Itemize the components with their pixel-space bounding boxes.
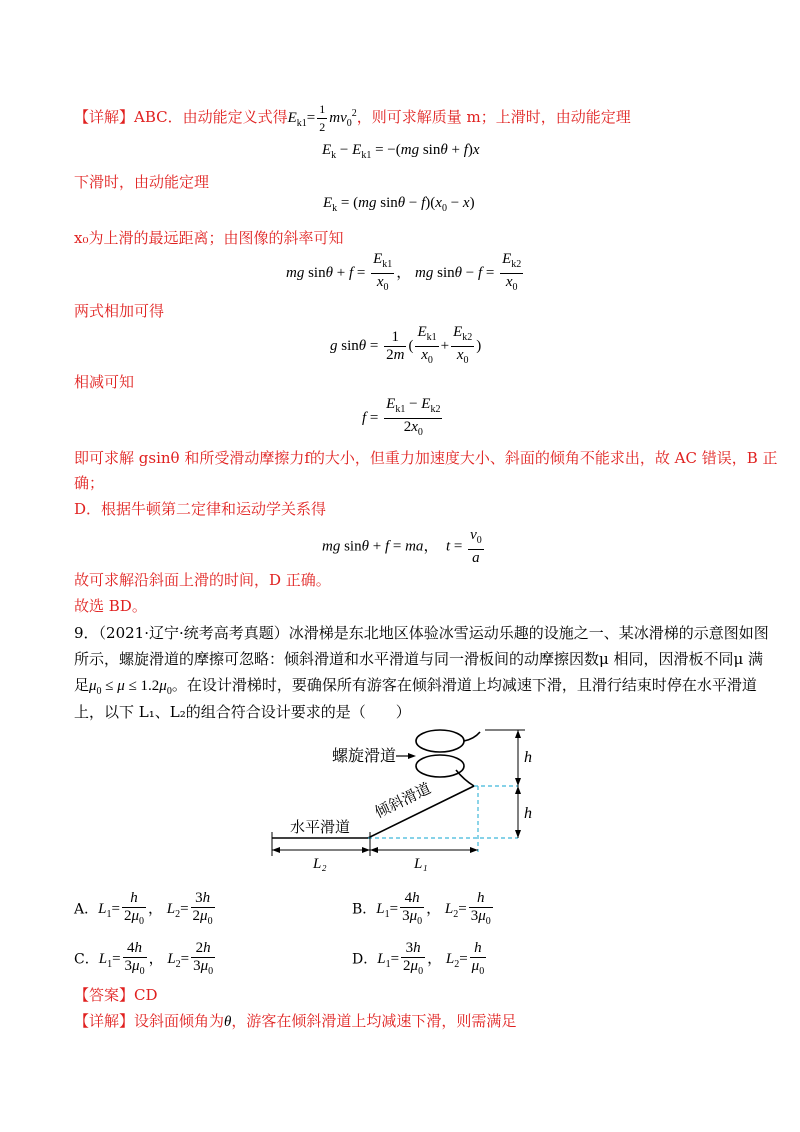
conclusion-line1: 即可求解 gsinθ 和所受滑动摩擦力f的大小，但重力加速度大小、斜面的倾角不能求出，故 AC 错误，B 正 <box>74 449 778 467</box>
equation-slopes: mg sinθ + f = $\frac{E_{k1}}{x_0}$ ， mg sinθ − f = $\frac{E_{k2}}{x_0}$ <box>286 251 522 293</box>
equation-sum: g sinθ = $\frac{1}{2m}$ ( $\frac{E_{k1}}{x_0}$ + $\frac{E_{k2}}{x_0}$ ) <box>330 324 482 366</box>
option-a-formula: $L_1=$ $\frac{h}{2\mu_0}$ ， $L_2=$ $\frac{3h}{2\mu_0}$ <box>98 890 213 927</box>
q9-line1: 9．（2021·辽宁·统考高考真题）冰滑梯是东北地区体验冰雪运动乐趣的设施之一、某冰滑梯的示意图如图 <box>74 624 769 642</box>
option-b-label: B． <box>352 901 377 918</box>
equation-downhill: $E_k = (mg$ $\sin\theta - f)(x_0 - x)$ <box>323 195 475 214</box>
L1-label: L₁ <box>414 856 428 872</box>
incline-label: 倾斜滑道 <box>371 779 434 822</box>
spiral-label: 螺旋滑道 <box>332 746 397 765</box>
option-c-label: C． <box>74 951 99 968</box>
option-b-formula: $L_1=$ $\frac{4h}{3\mu_0}$ ， $L_2=$ $\frac{h}{3\mu_0}$ <box>376 890 491 927</box>
equation-friction: f = $\frac{E_{k1} - E_{k2}}{2x_0}$ <box>362 396 441 438</box>
option-c-formula: $L_1=$ $\frac{4h}{3\mu_0}$ ， $L_2=$ $\frac{2h}{3\mu_0}$ <box>98 940 214 977</box>
spiral-coil-top <box>416 730 464 752</box>
sub-label: 相减可知 <box>74 373 135 391</box>
mu-range: $\mu_0 \le \mu \le 1.2\mu_0$ <box>89 678 172 697</box>
detail-abc-prefix: 【详解】ABC．由动能定义式得 <box>74 107 288 126</box>
h-top-label: h <box>524 749 532 766</box>
detail-abc-suffix: ，则可求解质量 m；上滑时，由动能定理 <box>356 107 631 126</box>
detail-last-line <box>74 1009 516 1034</box>
ek1-definition: $E_{k1}=$ $\frac{1}{2}$ $mv_0^2$ <box>287 102 357 134</box>
q9-line4: 上，以下 L₁、L₂的组合符合设计要求的是（ ） <box>74 703 411 721</box>
choose-line: 故选 BD。 <box>74 597 147 615</box>
option-d-label: D． <box>352 951 378 968</box>
equation-uphill: $E_k - E_{k1} = -(mg$ sinθ + f)x <box>322 142 480 161</box>
h-arrow-4 <box>515 830 521 838</box>
equation-newton: mg sinθ + f = ma， t = $\frac{v_0}{a}$ <box>322 527 482 566</box>
q9-line2: 所示，螺旋滑道的摩擦可忽略：倾斜滑道和水平滑道与同一滑板间的动摩擦因数μ 相同，因滑板不同μ 满 <box>74 650 764 668</box>
l-arrow-1 <box>272 847 280 853</box>
spiral-pointer-head <box>408 753 416 759</box>
L2-label: L₂ <box>313 856 327 872</box>
detail-abc-line <box>74 101 631 136</box>
horizontal-label: 水平滑道 <box>290 818 351 836</box>
spiral-coil-bottom <box>416 755 464 777</box>
l-arrow-2 <box>362 847 370 853</box>
h-bottom-label: h <box>524 805 532 822</box>
h-arrow-2 <box>515 778 521 786</box>
conclusion-line2: 确； <box>74 474 105 492</box>
d-label: D．根据牛顿第二定律和运动学关系得 <box>74 500 327 518</box>
h-arrow-3 <box>515 786 521 794</box>
detail-last-post: ，游客在倾斜滑道上均减速下滑，则需满足 <box>231 1012 517 1030</box>
l-arrow-4 <box>470 847 478 853</box>
answer-line: 【答案】CD <box>74 986 158 1004</box>
option-b[interactable] <box>352 890 495 930</box>
d-conclusion: 故可求解沿斜面上滑的时间，D 正确。 <box>74 571 331 589</box>
option-a-label: A． <box>74 901 99 918</box>
h-arrow-1 <box>515 730 521 738</box>
detail-last-pre: 【详解】设斜面倾角为 <box>74 1012 225 1030</box>
ice-slide-diagram <box>260 722 560 872</box>
x0-label: x₀为上滑的最远距离；由图像的斜率可知 <box>74 229 344 247</box>
spiral-exit <box>464 732 480 741</box>
theta-symbol: θ <box>224 1014 232 1030</box>
q9-line3-post: 。在设计滑梯时，要确保所有游客在倾斜滑道上均减速下滑，且滑行结束时停在水平滑道 <box>171 676 757 694</box>
q9-line3-pre: 足 <box>74 676 90 694</box>
add-label: 两式相加可得 <box>74 302 165 320</box>
option-a[interactable] <box>74 890 217 930</box>
option-d[interactable] <box>352 940 488 980</box>
downhill-label: 下滑时，由动能定理 <box>74 173 210 191</box>
l-arrow-3 <box>370 847 378 853</box>
option-d-formula: $L_1=$ $\frac{3h}{2\mu_0}$ ， $L_2=$ $\frac{h}{\mu_0}$ <box>377 940 485 977</box>
option-c[interactable] <box>74 940 217 980</box>
